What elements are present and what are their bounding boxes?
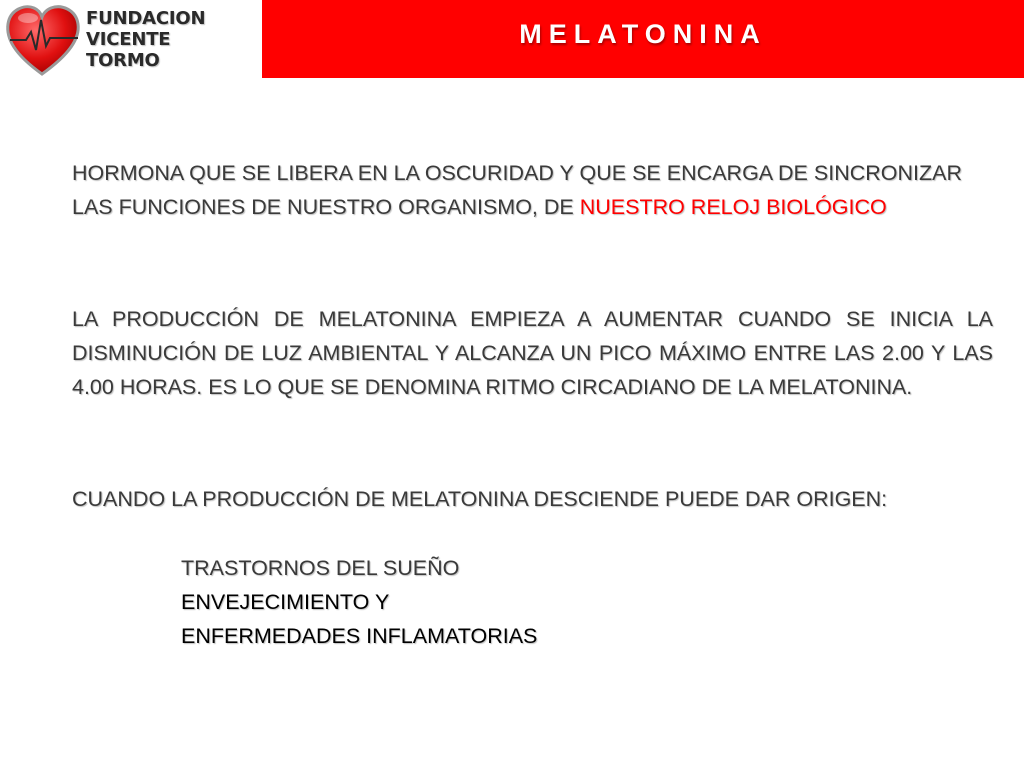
list-item: ENVEJECIMIENTO Y bbox=[181, 590, 390, 614]
logo-text bbox=[86, 8, 244, 71]
list-item: TRASTORNOS DEL SUEÑO bbox=[181, 556, 460, 580]
logo-line-2: VICENTE TORMO bbox=[86, 29, 171, 71]
list-item: ENFERMEDADES INFLAMATORIAS bbox=[181, 624, 538, 648]
consequences-list bbox=[181, 551, 537, 653]
logo bbox=[4, 2, 244, 78]
heart-icon bbox=[4, 2, 84, 78]
paragraph-consequences: CUANDO LA PRODUCCIÓN DE MELATONINA DESCIENDE PUEDE DAR ORIGEN: bbox=[72, 487, 888, 511]
logo-line-1: FUNDACION bbox=[86, 8, 206, 29]
paragraph-definition-text: HORMONA QUE SE LIBERA EN LA OSCURIDAD Y QUE SE ENCARGA DE SINCRONIZAR LAS FUNCIONES DE NUESTRO ORGANISMO, DE bbox=[72, 161, 962, 219]
paragraph-definition-highlight: NUESTRO RELOJ BIOLÓGICO bbox=[579, 195, 887, 219]
slide-title: MELATONINA bbox=[519, 19, 767, 49]
paragraph-definition bbox=[72, 156, 962, 224]
paragraph-production: LA PRODUCCIÓN DE MELATONINA EMPIEZA A AUMENTAR CUANDO SE INICIA LA DISMINUCIÓN DE LUZ AMBIENTAL Y ALCANZA UN PICO MÁXIMO ENTRE LAS 2.00 Y LAS 4.00 HORAS. ES LO QUE SE DENOMINA RITMO CIRCADIANO DE LA MELATONINA. bbox=[72, 307, 993, 399]
